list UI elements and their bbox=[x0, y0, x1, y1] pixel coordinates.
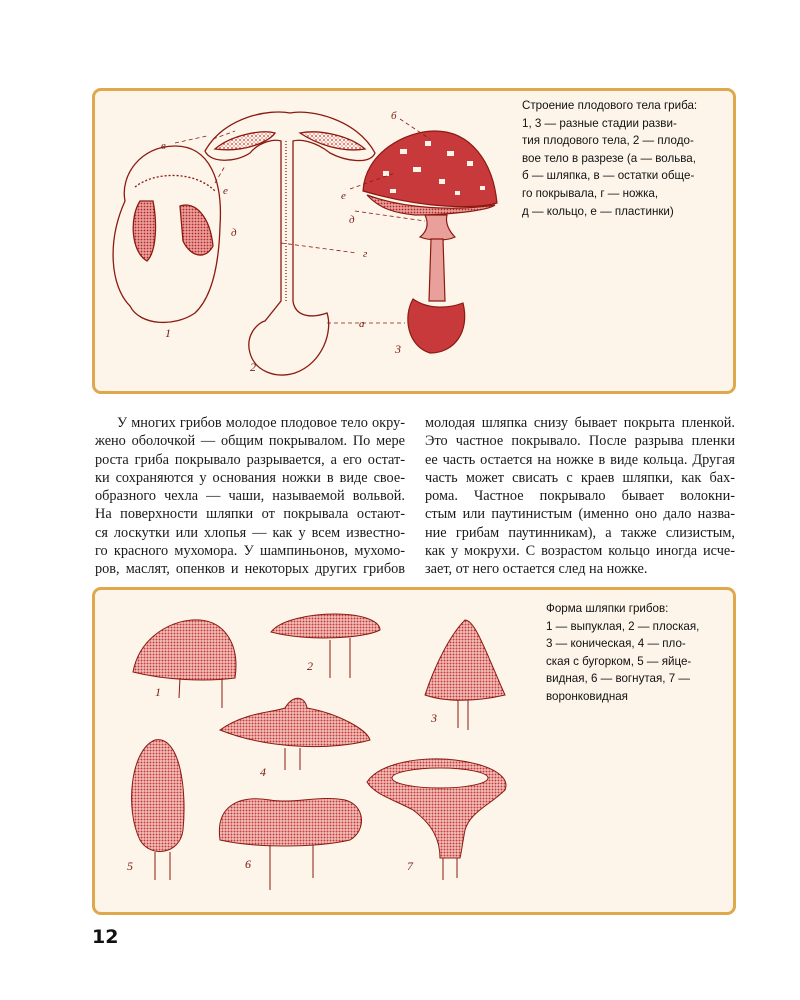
caption-line: го покрывала, г — ножка, bbox=[522, 186, 659, 200]
figure-cap-shapes-caption bbox=[546, 600, 699, 706]
text-line: ние грибам паутинникам), а также слизистым, bbox=[425, 524, 735, 541]
shape-number-2: 2 bbox=[307, 659, 313, 673]
text-line: рома. Частное покрывало бывает волокни- bbox=[425, 488, 735, 505]
shape-number-1: 1 bbox=[155, 685, 161, 699]
cap-shape-flat bbox=[271, 614, 380, 678]
stage-3-amanita bbox=[363, 131, 497, 353]
letter-e: е bbox=[223, 185, 228, 197]
text-line: ее часть остается на ножке в виде кольца. Другая bbox=[425, 451, 735, 468]
caption-line: вое тело в разрезе (а — вольва, bbox=[522, 151, 696, 165]
figure-number-1: 1 bbox=[165, 326, 171, 340]
text-line: роста гриба покрывало разрывается, а его остат- bbox=[95, 451, 405, 468]
caption-line: б — шляпка, в — остатки общe- bbox=[522, 169, 695, 183]
caption-line: 3 — коническая, 4 — пло- bbox=[546, 637, 686, 651]
letter-g: г bbox=[363, 248, 368, 260]
text-line: как у мокрухи. С возрастом кольцо иногда исче- bbox=[425, 543, 735, 560]
cap-shapes-illustration bbox=[95, 590, 535, 912]
text-line: На поверхности шляпки от покрывала остают- bbox=[95, 506, 405, 523]
caption-line: воронковидная bbox=[546, 689, 628, 703]
letter-d-2: д bbox=[349, 214, 355, 226]
text-line: го красного мухомора. У шампиньонов, мухомо- bbox=[95, 543, 405, 560]
text-line: часть может свисать с краев шляпки, как бах- bbox=[425, 469, 735, 486]
letter-v: в bbox=[161, 140, 166, 152]
figure-structure-caption bbox=[522, 97, 697, 220]
shape-number-6: 6 bbox=[245, 857, 251, 871]
caption-line: Строение плодового тела гриба: bbox=[522, 99, 698, 112]
figure-number-3: 3 bbox=[395, 342, 401, 356]
shape-number-4: 4 bbox=[260, 765, 266, 779]
cap-shape-conical bbox=[425, 620, 505, 730]
letter-d: д bbox=[231, 227, 237, 239]
stage-1-egg bbox=[113, 146, 220, 322]
stage-2-section bbox=[205, 112, 375, 375]
caption-line: ская с бугорком, 5 — яйце- bbox=[546, 654, 692, 668]
letter-b: б bbox=[391, 110, 397, 122]
body-text-right-column bbox=[425, 414, 735, 579]
text-line: У многих грибов молодое плодовое тело окру- bbox=[117, 415, 405, 431]
text-line: стым или паутинистым (именно оно дало назва- bbox=[425, 506, 735, 523]
text-line: ся лоскутки или хлопья — как у всем известно- bbox=[95, 524, 405, 541]
caption-line: тия плодового тела, 2 — плодо- bbox=[522, 134, 694, 148]
caption-line: 1, 3 — разные стадии разви- bbox=[522, 116, 677, 130]
text-line: ки сохраняются у основания ножки в виде свое- bbox=[95, 469, 405, 486]
text-line: зает, от него остается след на ножке. bbox=[425, 561, 648, 578]
shape-number-3: 3 bbox=[431, 711, 437, 725]
text-line: молодая шляпка снизу бывает покрыта пленкой. bbox=[425, 415, 735, 431]
figure-structure-panel bbox=[92, 88, 736, 394]
caption-line: видная, 6 — вогнутая, 7 — bbox=[546, 672, 690, 686]
letter-e-2: е bbox=[341, 190, 346, 202]
caption-line: Форма шляпки грибов: bbox=[546, 602, 669, 615]
cap-shape-funnel bbox=[367, 759, 506, 880]
shape-number-5: 5 bbox=[127, 859, 133, 873]
figure-cap-shapes-panel bbox=[92, 587, 736, 915]
body-text-left-column bbox=[95, 414, 405, 579]
page-number: 12 bbox=[92, 926, 119, 948]
shape-number-7: 7 bbox=[407, 859, 413, 873]
letter-a: а bbox=[359, 318, 365, 330]
cap-shape-convex bbox=[133, 620, 236, 708]
cap-shape-umbonate bbox=[220, 698, 370, 770]
text-line: жено оболочкой — общим покрывалом. По мере bbox=[95, 433, 405, 450]
caption-line: 1 — выпуклая, 2 — плоская, bbox=[546, 619, 700, 633]
text-line: образного чехла — чаши, называемой вольвой. bbox=[95, 488, 405, 505]
caption-line: д — кольцо, е — пластинки) bbox=[522, 204, 674, 218]
figure-number-2: 2 bbox=[250, 360, 256, 374]
text-line: Это частное покрывало. После разрыва пленки bbox=[425, 433, 735, 450]
text-line: ров, маслят, опенков и некоторых других грибов bbox=[95, 561, 405, 578]
cap-shape-concave bbox=[219, 798, 361, 890]
fruit-body-illustration bbox=[95, 91, 525, 391]
cap-shape-ovoid bbox=[132, 740, 184, 880]
